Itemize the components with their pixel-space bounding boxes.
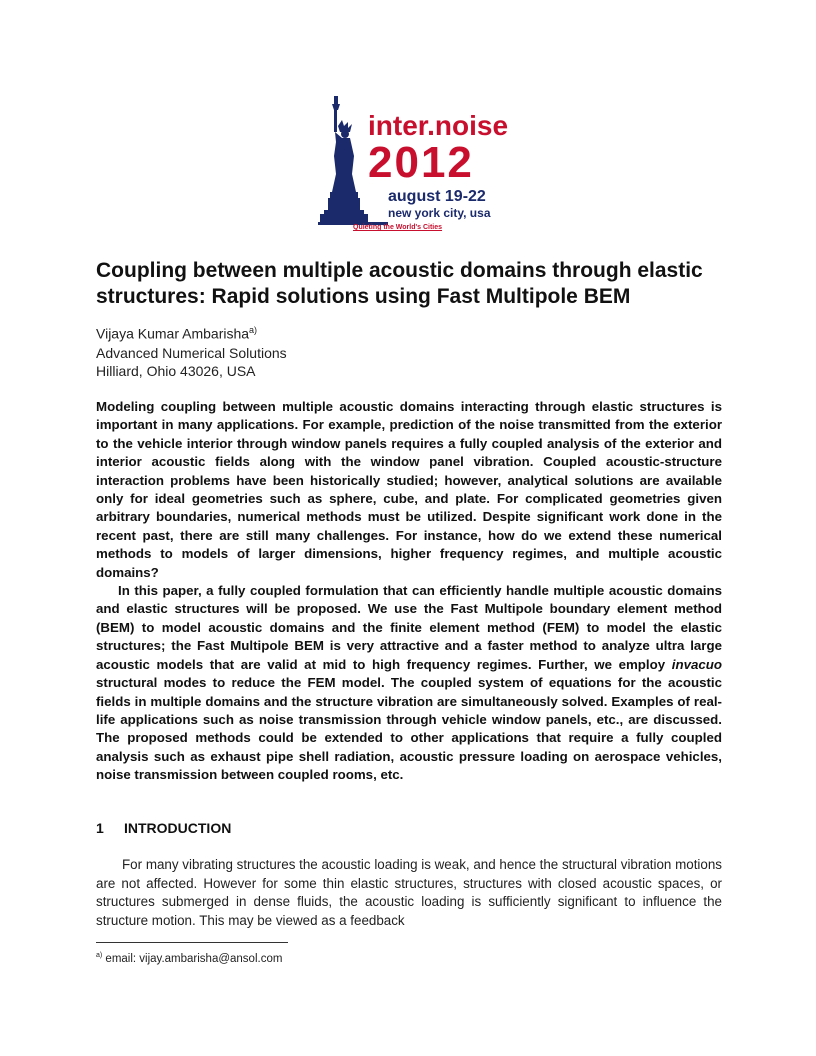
conference-logo [318,96,508,236]
author-affiliation: Advanced Numerical Solutions [96,344,287,361]
abstract-p2-italic: invacuo [671,656,722,672]
logo-year: 2012 [368,138,474,187]
author-address: Hilliard, Ohio 43026, USA [96,363,256,380]
paper-title: Coupling between multiple acoustic domains through elastic structures: Rapid solutions using Fast Multipole BEM [96,259,703,309]
logo-dates: august 19-22 [388,188,486,205]
footnote [96,952,282,965]
section-title: INTRODUCTION [124,820,232,836]
section-number: 1 [96,820,104,836]
abstract-paragraph-2 [96,582,722,784]
logo-inter-noise: inter.noise [368,110,509,141]
author-marker: a) [249,325,258,335]
abstract-p2-text-b: structural modes to reduce the FEM model. The coupled system of equations for the acoustic fields in multiple domains and the structure vibration are simultaneously solved. Examples of real-life applications such as noise transmission through vehicle window panels, etc., are discussed. The proposed methods could be extended to other applications that require a fully coupled analysis such as exhaust pipe shell radiation, acoustic pressure loading on aerospace vehicles, noise transmission between coupled rooms, etc. [96,675,722,783]
abstract-p2-text-a: In this paper, a fully coupled formulation that can efficiently handle multiple acoustic domains and elastic structures will be proposed. We use the Fast Multipole boundary element method (BEM) to model acoustic domains and the finite element method (FEM) to model the elastic structures; the Fast Multipole BEM is very attractive and a faster method to analyze ultra large acoustic models that are valid at mid to high frequency regimes. Further, we employ [96,583,722,672]
footnote-email: email: vijay.ambarisha@ansol.com [102,952,283,965]
author-block [96,324,287,381]
footnote-rule [96,942,288,943]
abstract-paragraph-1: Modeling coupling between multiple acoustic domains interacting through elastic structures is important in many applications. For example, prediction of the noise transmitted from the exterior to the vehicle interior through window panels requires a fully coupled analysis of the exterior and interior acoustic fields along with the window panel vibration. Coupled acoustic-structure interaction problems have been historically studied; however, analytical solutions are available only for ideal geometries such as sphere, cube, and plate. For complicated geometries given arbitrary boundaries, numerical methods must be utilized. Despite significant work done in the recent past, there are still many challenges. For instance, how do we extend these numerical methods to models of larger dimensions, higher frequency regimes, and multiple acoustic domains? [96,399,722,580]
author-line [96,324,287,344]
footnote-marker: a) [96,952,103,959]
logo-tagline: Quieting the World's Cities [353,224,443,231]
author-name: Vijaya Kumar Ambarisha [96,325,250,342]
logo-location: new york city, usa [388,206,491,220]
abstract [96,398,722,785]
section-heading [96,820,231,836]
intro-paragraph: For many vibrating structures the acoustic loading is weak, and hence the structural vibration motions are not affected. However for some thin elastic structures, structures with closed acoustic spaces, or structures submerged in dense fluids, the acoustic loading is sufficiently significant to influence the structure motion. This may be viewed as a feedback [96,857,722,928]
